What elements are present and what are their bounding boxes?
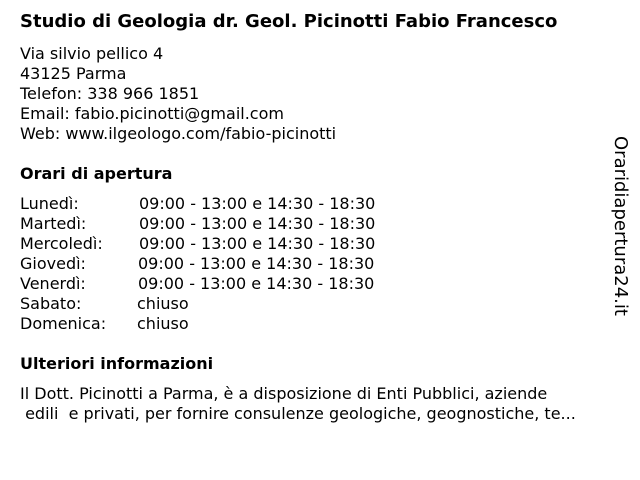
hours-value: chiuso <box>137 314 189 333</box>
day-label: Giovedì: <box>20 254 86 273</box>
hours-value: chiuso <box>137 294 189 313</box>
day-label: Lunedì: <box>20 194 79 213</box>
hours-value: 09:00 - 13:00 e 14:30 - 18:30 <box>138 274 375 293</box>
email-address: Email: fabio.picinotti@gmail.com <box>20 104 284 123</box>
day-label: Mercoledì: <box>20 234 103 253</box>
street-address: Via silvio pellico 4 <box>20 44 164 63</box>
watermark-brand <box>600 136 640 316</box>
phone-number: Telefon: 338 966 1851 <box>20 84 200 103</box>
hours-value: 09:00 - 13:00 e 14:30 - 18:30 <box>139 194 376 213</box>
brand-text: Oraridiapertura24.it <box>610 136 631 316</box>
contact-block <box>20 44 336 144</box>
day-label: Domenica: <box>20 314 107 333</box>
day-label: Martedì: <box>20 214 87 233</box>
hours-value: 09:00 - 13:00 e 14:30 - 18:30 <box>139 234 376 253</box>
opening-hours-heading: Orari di apertura <box>20 164 173 183</box>
description-line: edili e privati, per fornire consulenze geologiche, geognostiche, te... <box>20 404 576 423</box>
more-info-text <box>20 384 630 424</box>
business-title: Studio di Geologia dr. Geol. Picinotti Fabio Francesco <box>20 11 558 32</box>
day-label: Sabato: <box>20 294 82 313</box>
day-label: Venerdì: <box>20 274 86 293</box>
more-info-heading: Ulteriori informazioni <box>20 354 214 373</box>
hours-value: 09:00 - 13:00 e 14:30 - 18:30 <box>138 254 375 273</box>
hours-value: 09:00 - 13:00 e 14:30 - 18:30 <box>139 214 376 233</box>
city-postal: 43125 Parma <box>20 64 127 83</box>
description-line: Il Dott. Picinotti a Parma, è a disposizione di Enti Pubblici, aziende <box>20 384 548 403</box>
website-url: Web: www.ilgeologo.com/fabio-picinotti <box>20 124 337 143</box>
